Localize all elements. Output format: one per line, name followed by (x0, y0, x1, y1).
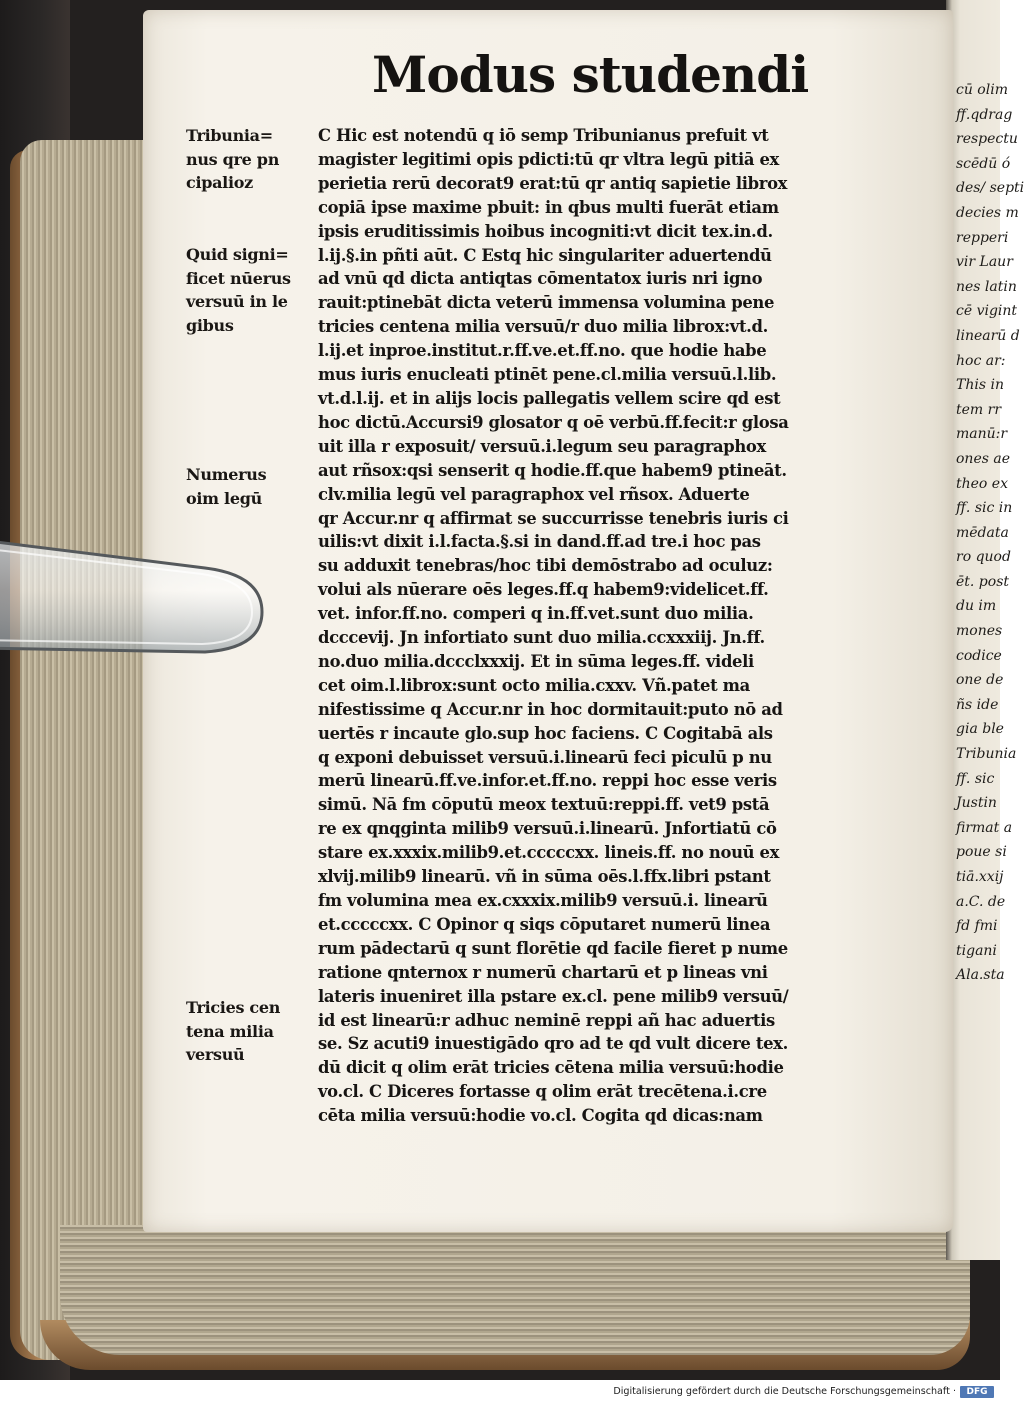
body-line: cēta milia versuū:hodie vo.cl. Cogita qd dicas:nam (318, 1106, 763, 1126)
margin-note-line: Numerus (186, 465, 267, 484)
facing-page-line: Tribunia (956, 746, 1017, 763)
facing-page-line: hoc ar: (956, 352, 1006, 369)
facing-page-line: firmat a (956, 819, 1013, 836)
facing-page-line: codice (956, 647, 1002, 664)
footer-bar (0, 1380, 1000, 1404)
margin-note-line: cipalioz (186, 173, 253, 193)
body-line: no.duo milia.dccclxxxij. Et in sūma leges.ff. videli (318, 651, 754, 671)
body-line: copiā ipse maxime pbuit: in qbus multi fuerāt etiam (318, 197, 779, 217)
facing-page-line: ones ae (956, 450, 1010, 467)
facing-page-line: This in (956, 377, 1004, 394)
body-line: ipsis eruditissimis hoibus incogniti:vt dicit tex.in.d. (318, 221, 773, 241)
body-line: dcccevij. Jn infortiato sunt duo milia.ccxxxiij. Jn.ff. (318, 628, 765, 648)
body-line: hoc dictū.Accursi9 glosator q oē verbū.ff.fecit:r glosa (318, 412, 789, 432)
margin-note-line: versuū (186, 1045, 245, 1065)
body-line: rum pādectarū q sunt florētie qd facile fieret p nume (318, 938, 788, 958)
body-line: vt.d.l.ij. et in alijs locis pallegatis vellem scire qd est (318, 388, 781, 408)
facing-page-line: a.C. de (956, 893, 1006, 910)
page-title: Modus studendi (372, 45, 809, 104)
body-line: uertēs r incaute glo.sup hoc faciens. C Cogitabā als (318, 723, 773, 743)
margin-note-line: Quid signi= (186, 245, 289, 264)
body-line: se. Sz acuti9 inuestigādo qro ad te qd vult dicere tex. (318, 1034, 788, 1054)
facing-page-line: mones (956, 623, 1003, 640)
facing-page (946, 0, 1024, 1260)
margin-note-tribunianus (186, 124, 316, 195)
facing-page-text (946, 78, 1024, 988)
body-line: ad vnū qd dicta antiqtas cōmentatox iuris nri igno (318, 269, 763, 289)
body-line: lateris inueniret illa pstare ex.cl. pene milib9 versuū/ (318, 986, 789, 1006)
facing-page-line: mēdata (956, 524, 1009, 541)
page-fore-edge-left (20, 140, 150, 1360)
body-line: uit illa r exposuit/ versuū.i.legum seu paragraphox (318, 436, 766, 456)
body-line: C Hic est notendū q iō semp Tribunianus prefuit vt (318, 126, 769, 145)
footer-credit: Digitalisierung gefördert durch die Deutsche Forschungsgemeinschaft · (613, 1386, 956, 1397)
body-line: tricies centena milia versuū/r duo milia librox:vt.d. (318, 317, 768, 337)
facing-page-line: respectu (956, 131, 1018, 148)
body-line: re ex qnqginta milib9 versuū.i.linearū. Jnfortiatū cō (318, 819, 777, 839)
facing-page-line: ñs ide (956, 696, 999, 713)
facing-page-line: du im (956, 598, 997, 615)
facing-page-line: Justin (956, 795, 997, 812)
facing-page-line: des/ septi (956, 180, 1024, 197)
facing-page-line: one de (956, 672, 1004, 689)
body-line: l.ij.§.in pñti aūt. C Estq hic singulariter aduertendū (318, 245, 772, 265)
body-line: fm volumina mea ex.cxxxix.milib9 versuū.i. linearū (318, 891, 768, 910)
facing-page-line: fd fmi (956, 918, 998, 935)
facing-page-line: tiā.xxij (956, 869, 1004, 885)
margin-note-line: Tricies cen (186, 998, 281, 1017)
body-line: q exponi debuisset versuū.i.linearū feci piculū p nu (318, 747, 772, 767)
margin-note-numerus-legum (186, 463, 316, 510)
facing-page-line: ro quod (956, 549, 1011, 566)
facing-page-line: ff. sic in (956, 500, 1013, 517)
body-line: qr Accur.nr q affirmat se succurrisse tenebris iuris ci (318, 508, 789, 528)
body-line: stare ex.xxxix.milib9.et.cccccxx. lineis.ff. no nouū ex (318, 843, 780, 863)
margin-note-numerus-versuum (186, 243, 316, 337)
body-line: et.cccccxx. C Opinor q siqs cōputaret numerū linea (318, 914, 771, 934)
body-line: simū. Nā fm cōputū meox textuū:reppi.ff. vet9 pstā (318, 795, 770, 815)
facing-page-line: ēt. post (956, 573, 1010, 590)
body-line: mus iuris enucleati ptinēt pene.cl.milia versuū.l.lib. (318, 365, 777, 385)
body-line: dū dicit q olim erāt tricies cētena milia versuū:hodie (318, 1058, 784, 1078)
margin-note-line: ficet nūerus (186, 268, 291, 288)
facing-page-line: manū:r (956, 426, 1008, 443)
body-line: rauit:ptinebāt dicta veterū immensa volumina pene (318, 293, 775, 313)
margin-note-line: nus qre pn (186, 149, 280, 169)
facing-page-line: tigani (956, 942, 997, 959)
body-line: vet. infor.ff.no. comperi q in.ff.vet.sunt duo milia. (318, 604, 754, 624)
facing-page-line: theo ex (956, 475, 1008, 492)
facing-page-line: Ala.sta (956, 967, 1005, 984)
margin-note-line: Tribunia= (186, 126, 273, 145)
body-line: vo.cl. C Diceres fortasse q olim erāt trecētena.i.cre (318, 1082, 767, 1102)
page-edge-bottom (60, 1225, 970, 1355)
body-line: aut rñsox:qsi senserit q hodie.ff.que habem9 ptineāt. (318, 460, 787, 480)
facing-page-line: scēdū ó (956, 155, 1011, 172)
dfg-logo: DFG (960, 1386, 994, 1398)
facing-page-line: tem rr (956, 401, 1002, 418)
margin-note-line: versuū in le (186, 292, 288, 312)
body-line: l.ij.et inproe.institut.r.ff.ve.et.ff.no. que hodie habe (318, 341, 767, 361)
margin-note-line: oim legū (186, 488, 262, 508)
margin-note-line: gibus (186, 315, 234, 335)
facing-page-line: ff.qdrag (956, 106, 1013, 123)
facing-page-line: nes latin (956, 278, 1017, 295)
facing-page-line: vir Laur (956, 254, 1013, 271)
body-line: cet oim.l.librox:sunt octo milia.cxxv. Vñ.patet ma (318, 675, 750, 695)
body-line: xlvij.milib9 linearū. vñ in sūma oēs.l.ffx.libri pstant (318, 867, 771, 887)
body-line: magister legitimi opis pdicti:tū qr vltra legū pitiā ex (318, 149, 779, 169)
facing-page-line: linearū d (956, 327, 1020, 344)
body-line: uilis:vt dixit i.l.facta.§.si in dand.ff.ad tre.i hoc pas (318, 532, 761, 552)
facing-page-line: decies m (956, 204, 1019, 221)
facing-page-line: cē vigint (956, 303, 1018, 320)
body-line: id est linearū:r adhuc neminē reppi añ hac aduertis (318, 1010, 775, 1030)
facing-page-line: repperi (956, 229, 1009, 246)
body-line: merū linearū.ff.ve.infor.et.ff.no. reppi hoc esse veris (318, 771, 777, 791)
body-line: perietia rerū decorat9 erat:tū qr antiq sapietie librox (318, 173, 788, 193)
body-line: ratione qnternox r numerū chartarū et p lineas vni (318, 962, 768, 982)
facing-page-line: poue si (956, 844, 1007, 861)
facing-page-line: gia ble (956, 721, 1004, 738)
body-line: su adduxit tenebras/hoc tibi demōstrabo ad oculuz: (318, 556, 773, 576)
body-line: nifestissime q Accur.nr in hoc dormitauit:puto nō ad (318, 699, 783, 719)
page-body-text (318, 124, 854, 1128)
margin-note-tricies (186, 996, 316, 1067)
facing-page-line: cū olim (956, 82, 1008, 98)
facing-page-line: ff. sic (956, 770, 995, 787)
margin-note-line: tena milia (186, 1021, 274, 1041)
body-line: clv.milia legū vel paragraphox vel rñsox. Aduerte (318, 484, 750, 504)
body-line: volui als nūerare oēs leges.ff.q habem9:videlicet.ff. (318, 580, 769, 600)
